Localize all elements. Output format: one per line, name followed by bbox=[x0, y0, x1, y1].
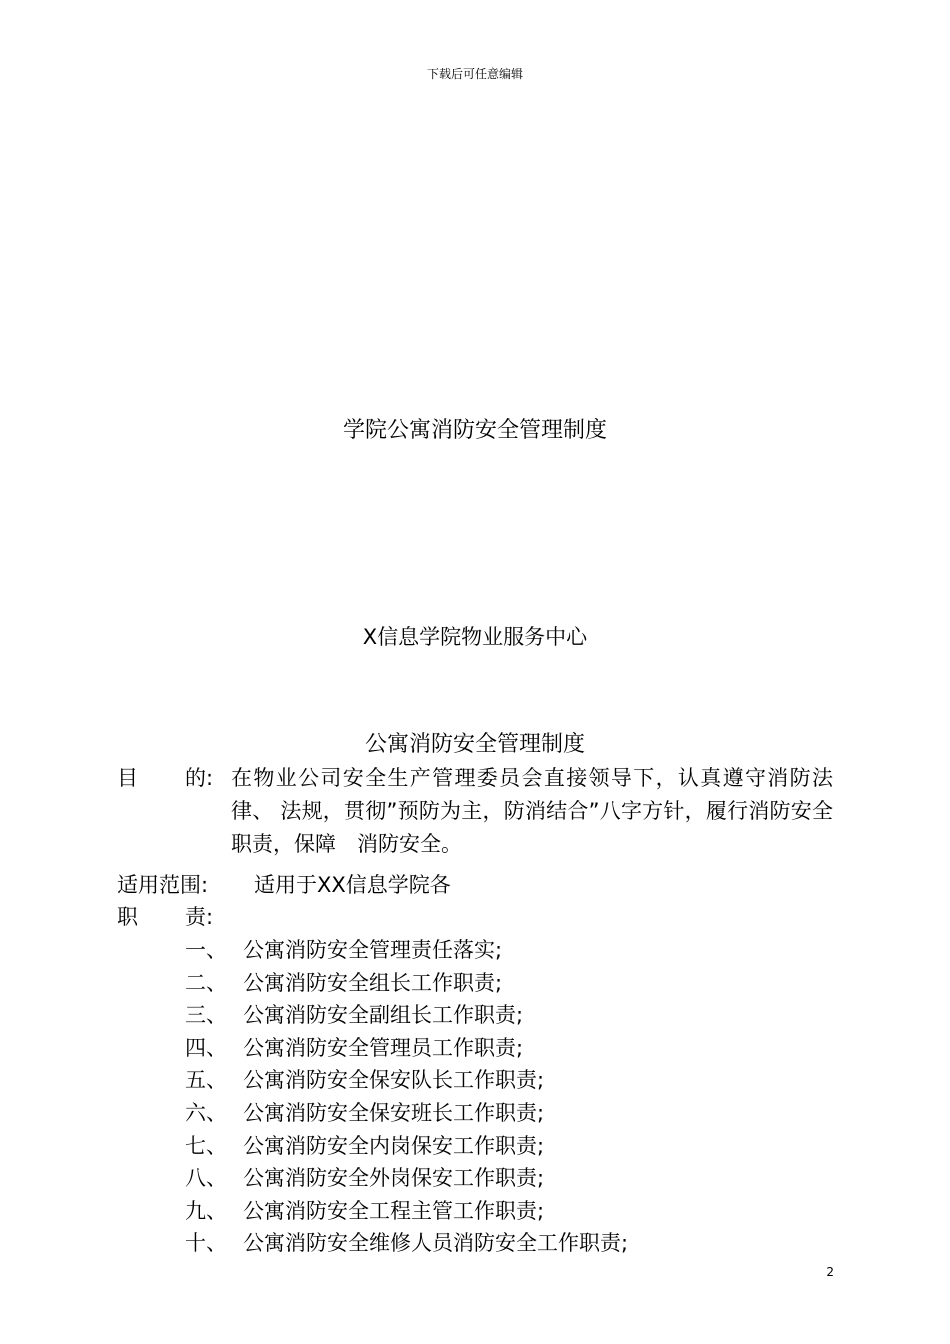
duty-item bbox=[185, 1162, 705, 1195]
duty-item-number: 十、 bbox=[185, 1231, 227, 1256]
purpose-label-char2: 的: bbox=[185, 766, 214, 790]
duties-list bbox=[185, 934, 705, 1260]
duty-item-number: 九、 bbox=[185, 1198, 227, 1223]
duty-item-text: 公寓消防安全副组长工作职责; bbox=[243, 1003, 524, 1028]
duty-item-text: 公寓消防安全组长工作职责; bbox=[243, 970, 503, 995]
scope-text: 适用于XX信息学院各 bbox=[254, 873, 451, 897]
duty-item bbox=[185, 1227, 705, 1260]
duty-item bbox=[185, 1195, 705, 1228]
duties-label-char2: 责: bbox=[185, 905, 214, 929]
duty-item-text: 公寓消防安全保安队长工作职责; bbox=[243, 1068, 545, 1093]
duty-item-text: 公寓消防安全保安班长工作职责; bbox=[243, 1100, 545, 1125]
duty-item-text: 公寓消防安全外岗保安工作职责; bbox=[243, 1166, 545, 1191]
duty-item bbox=[185, 1032, 705, 1065]
header-note: 下载后可任意编辑 bbox=[426, 67, 523, 81]
document-title: 公寓消防安全管理制度 bbox=[364, 732, 585, 757]
duty-item-number: 八、 bbox=[185, 1166, 227, 1191]
duty-item-text: 公寓消防安全工程主管工作职责; bbox=[243, 1198, 545, 1223]
purpose-text: 在物业公司安全生产管理委员会直接领导下，认真遵守消防法律、 法规，贯彻”预防为主，防消结合”八字方针，履行消防安全职责，保障 消防安全。 bbox=[231, 766, 833, 856]
duty-item-number: 一、 bbox=[185, 938, 227, 962]
duty-item-number: 五、 bbox=[185, 1068, 227, 1093]
cover-title: 学院公寓消防安全管理制度 bbox=[342, 418, 607, 443]
scope-label: 适用范围: bbox=[117, 873, 209, 897]
duty-item bbox=[185, 967, 705, 1000]
duty-item bbox=[185, 1130, 705, 1163]
page-number: 2 bbox=[826, 1265, 834, 1279]
duty-item-number: 四、 bbox=[185, 1035, 227, 1060]
duty-item bbox=[185, 999, 705, 1032]
duty-item-number: 七、 bbox=[185, 1133, 227, 1158]
duty-item-number: 三、 bbox=[185, 1003, 227, 1028]
cover-organization: X信息学院物业服务中心 bbox=[362, 625, 588, 649]
purpose-label-char1: 目 bbox=[117, 766, 138, 790]
duty-item bbox=[185, 1064, 705, 1097]
duty-item bbox=[185, 934, 705, 967]
duty-item-text: 公寓消防安全管理员工作职责; bbox=[243, 1035, 524, 1060]
duty-item-number: 六、 bbox=[185, 1100, 227, 1125]
duties-label-char1: 职 bbox=[117, 905, 138, 929]
duty-item bbox=[185, 1097, 705, 1130]
duty-item-number: 二、 bbox=[185, 970, 227, 995]
duty-item-text: 公寓消防安全维修人员消防安全工作职责; bbox=[243, 1231, 629, 1256]
duty-item-text: 公寓消防安全内岗保安工作职责; bbox=[243, 1133, 545, 1158]
duty-item-text: 公寓消防安全管理责任落实; bbox=[243, 938, 503, 962]
